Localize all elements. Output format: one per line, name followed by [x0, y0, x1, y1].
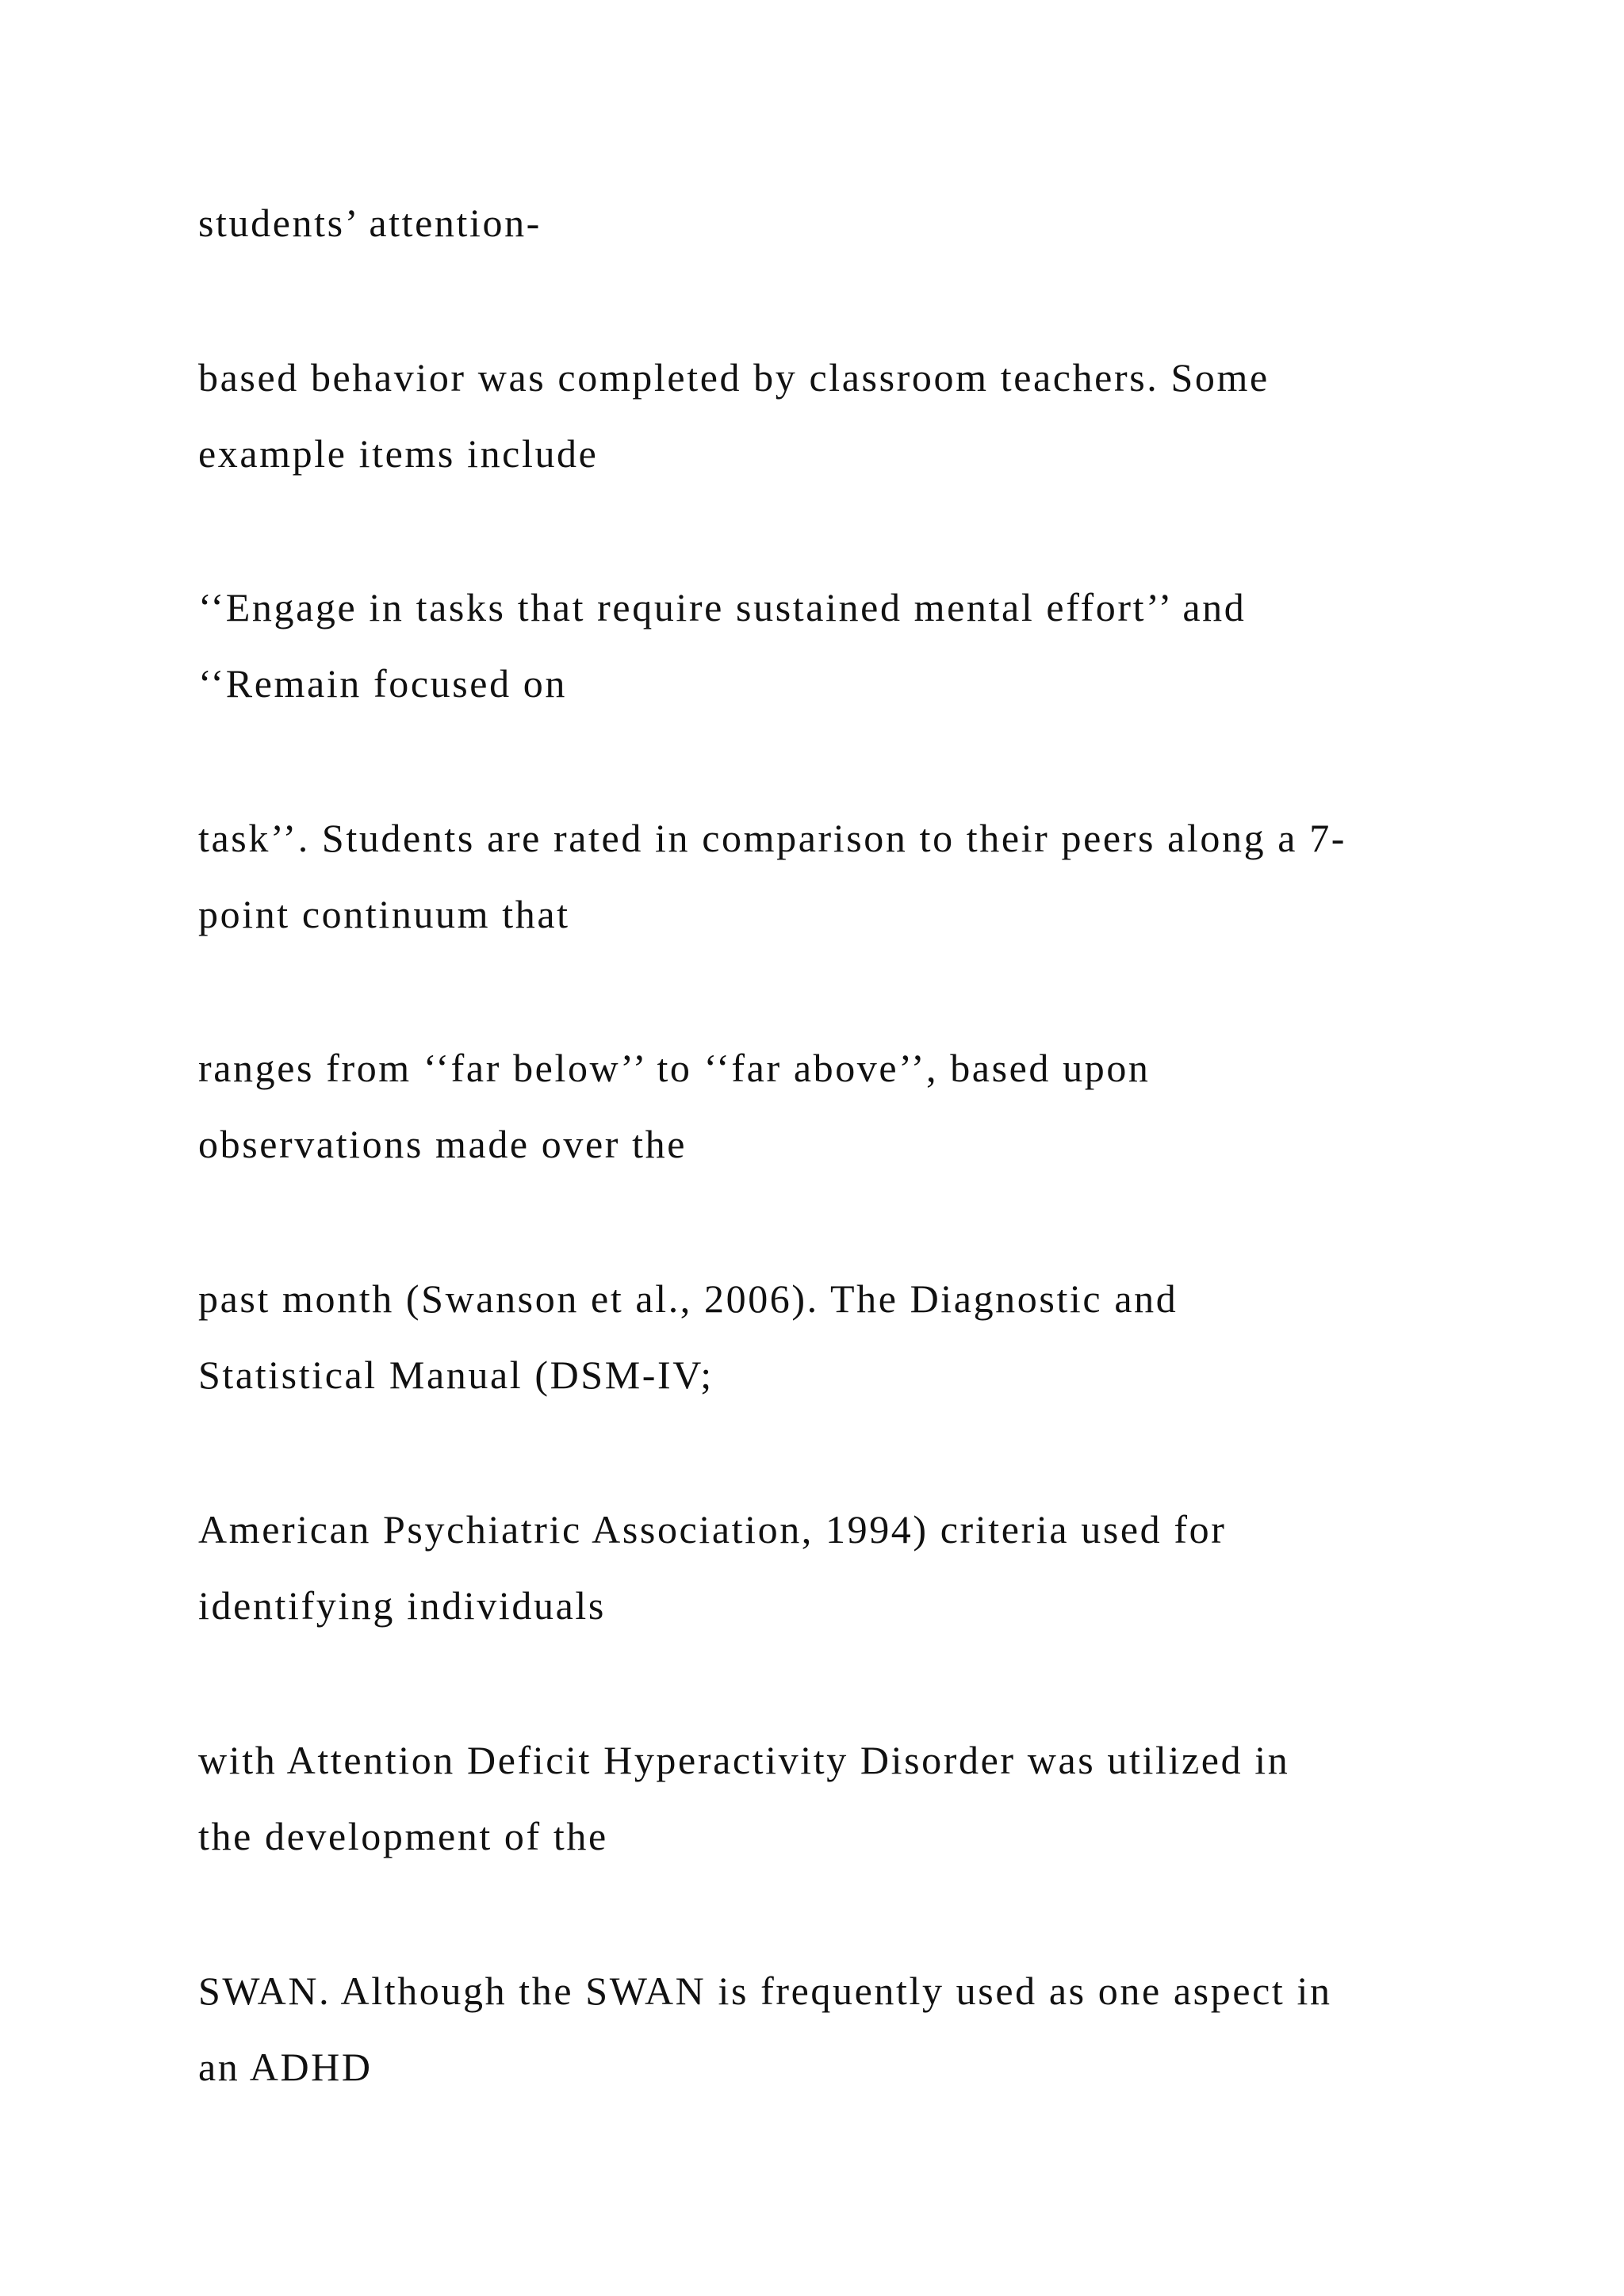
- text-line: an ADHD: [198, 2045, 373, 2089]
- text-line: point continuum that: [198, 892, 570, 936]
- text-line: task’’. Students are rated in comparison to their peers along a 7-: [198, 816, 1347, 860]
- text-line: the development of the: [198, 1814, 608, 1858]
- text-line: with Attention Deficit Hyperactivity Disorder was utilized in: [198, 1738, 1290, 1782]
- text-line: ‘‘Engage in tasks that require sustained mental effort’’ and: [198, 585, 1247, 629]
- text-line: SWAN. Although the SWAN is frequently used as one aspect in: [198, 1969, 1332, 2013]
- text-line: past month (Swanson et al., 2006). The Diagnostic and: [198, 1276, 1178, 1321]
- text-line: based behavior was completed by classroom teachers. Some: [198, 355, 1270, 400]
- text-line: American Psychiatric Association, 1994) criteria used for: [198, 1507, 1227, 1552]
- text-line: identifying individuals: [198, 1583, 606, 1628]
- text-line: example items include: [198, 431, 599, 476]
- text-line: observations made over the: [198, 1122, 688, 1166]
- text-line: students’ attention-: [198, 201, 542, 245]
- text-line: Statistical Manual (DSM-IV;: [198, 1353, 714, 1397]
- text-line: ‘‘Remain focused on: [198, 661, 568, 706]
- text-line: ranges from ‘‘far below’’ to ‘‘far above’’, based upon: [198, 1046, 1151, 1090]
